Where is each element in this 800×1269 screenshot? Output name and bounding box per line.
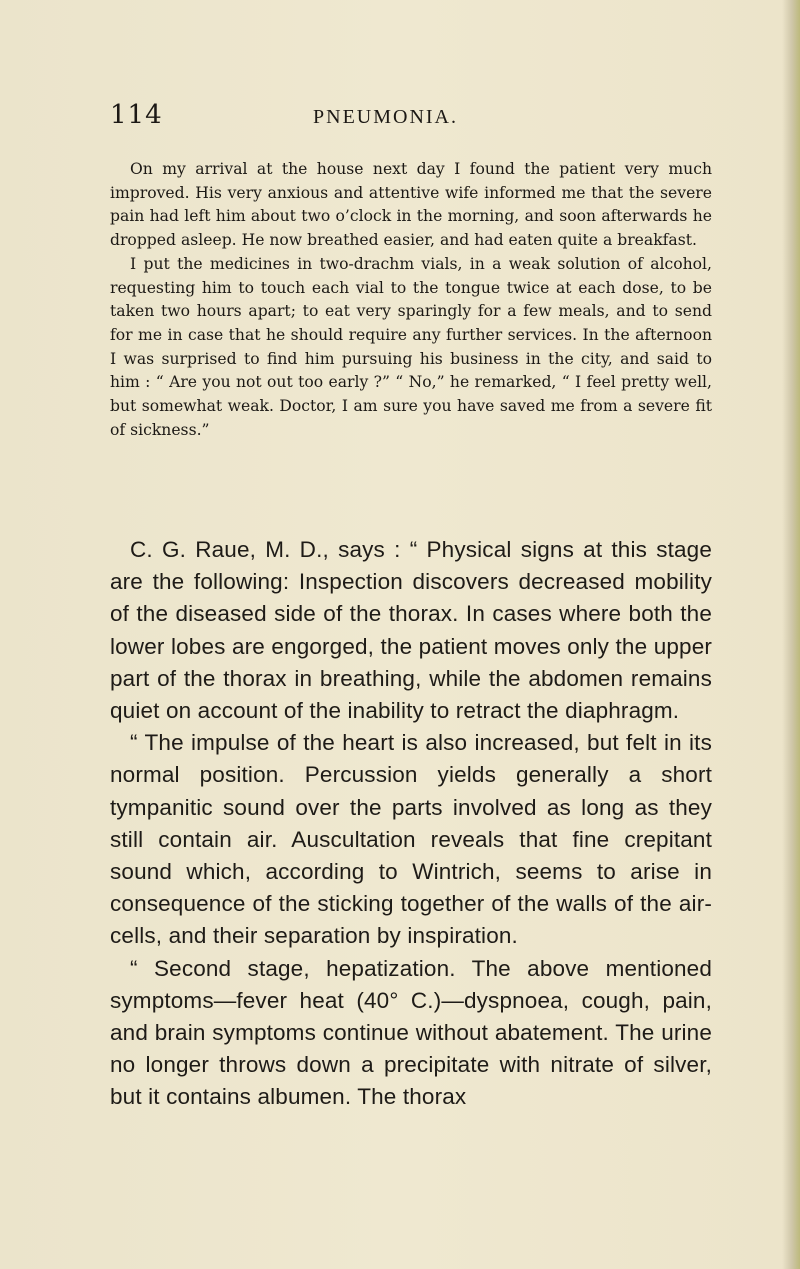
- page-number: 114: [110, 100, 163, 130]
- small-print-section: [110, 158, 712, 442]
- paragraph-impulse-heart: “ The impulse of the heart is also increased, but felt in its normal position. Percussion yields generally a short tympanitic sound over the parts involved as long as they still contain air. Auscultation reveals that fine crepitant sound which, according to Wintrich, seems to arise in consequence of the sticking together of the walls of the air-cells, and their separation by inspiration.: [110, 730, 712, 949]
- paragraph-arrival: On my arrival at the house next day I found the patient very much improved. His very anxious and attentive wife informed me that the severe pain had left him about two o’clock in the morning, and soon afterwards he dropped asleep. He now breathed easier, and had eaten quite a breakfast.: [110, 160, 712, 250]
- paragraph-physical-signs: C. G. Raue, M. D., says : “ Physical signs at this stage are the following: Inspection discovers decreased mobility of the diseased side of the thorax. In cases where both the lower lobes are engorged, the patient moves only the upper part of the thorax in breathing, while the abdomen remains quiet on account of the inability to retract the diaphragm.: [110, 537, 712, 724]
- quoted-section-raue: [110, 534, 712, 1114]
- page-edge-shadow: [782, 0, 800, 1269]
- running-title: PNEUMONIA.: [313, 106, 458, 128]
- paragraph-medicines: I put the medicines in two-drachm vials, in a weak solution of alcohol, requesting him to touch each vial to the tongue twice at each dose, to be taken two hours apart; to eat very sparingly for a few meals, and to send for me in case that he should require any further services. In the afternoon I was surprised to find him pursuing his business in the city, and said to him : “ Are you not out too early ?” “ No,” he remarked, “ I feel pretty well, but somewhat weak. Doctor, I am sure you have saved me from a severe fit of sickness.”: [110, 254, 712, 439]
- running-head: [0, 100, 800, 140]
- paragraph-second-stage: “ Second stage, hepatization. The above mentioned symptoms—fever heat (40° C.)—dyspnoea, cough, pain, and brain symptoms continue without abatement. The urine no longer throws down a precipitate with nitrate of silver, but it contains albumen. The thorax: [110, 955, 712, 1110]
